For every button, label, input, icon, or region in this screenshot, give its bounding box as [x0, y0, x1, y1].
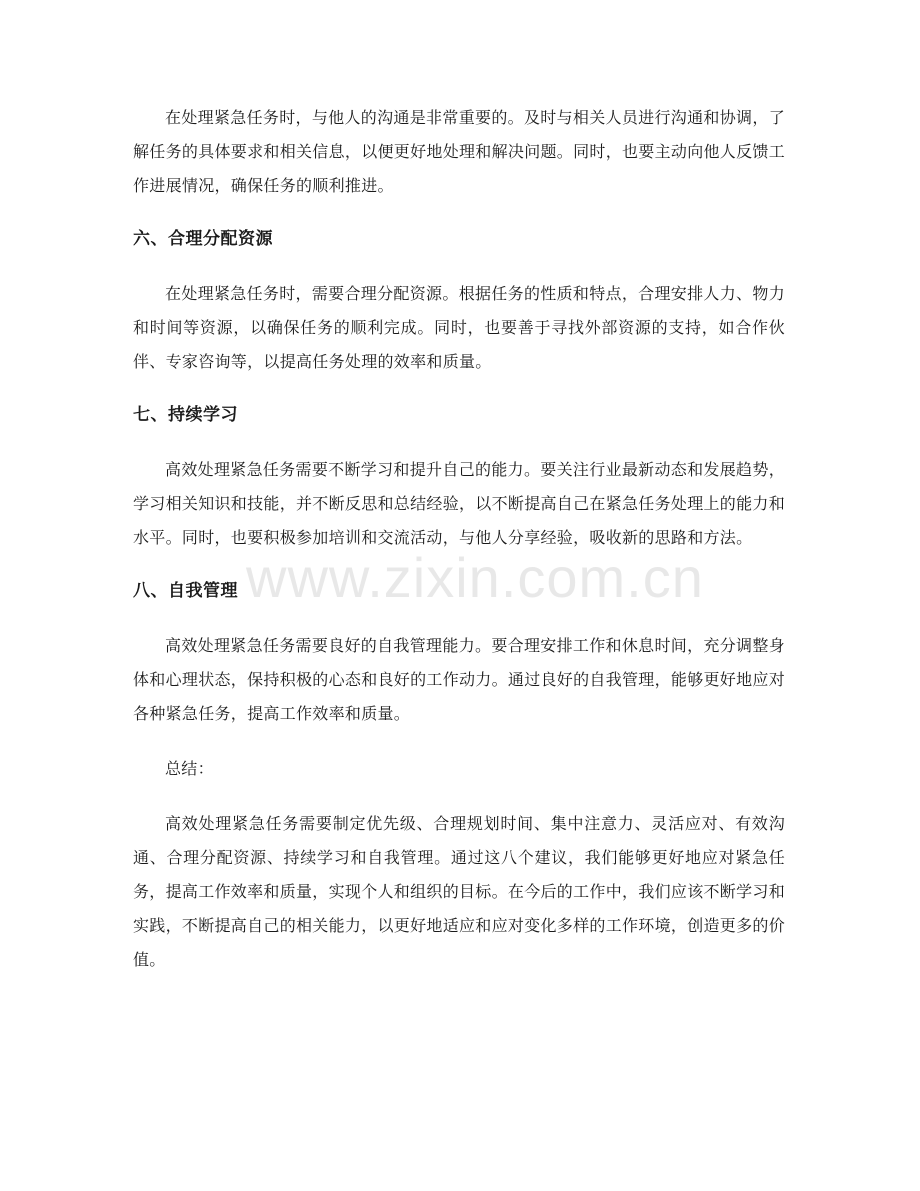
paragraph-resources: 在处理紧急任务时，需要合理分配资源。根据任务的性质和特点，合理安排人力、物力和时间等资源，以确保任务的顺利完成。同时，也要善于寻找外部资源的支持，如合作伙伴、专家咨询等，以提高任务处理的效率和质量。 [133, 284, 785, 371]
paragraph-communication: 在处理紧急任务时，与他人的沟通是非常重要的。及时与相关人员进行沟通和协调，了解任务的具体要求和相关信息，以便更好地处理和解决问题。同时，也要主动向他人反馈工作进展情况，确保任务的顺利推进。 [133, 108, 786, 195]
paragraph-summary: 高效处理紧急任务需要制定优先级、合理规划时间、集中注意力、灵活应对、有效沟通、合理分配资源、持续学习和自我管理。通过这八个建议，我们能够更好地应对紧急任务，提高工作效率和质量，实现个人和组织的目标。在今后的工作中，我们应该不断学习和实践，不断提高自己的相关能力，以更好地适应和应对变化多样的工作环境，创造更多的价值。 [133, 814, 786, 969]
summary-label: 总结： [165, 759, 214, 778]
watermark: www.zixin.com.cn [246, 546, 704, 609]
section-heading-self-management: 八、自我管理 [133, 581, 238, 601]
paragraph-self-management: 高效处理紧急任务需要良好的自我管理能力。要合理安排工作和休息时间，充分调整身体和心理状态，保持积极的心态和良好的工作动力。通过良好的自我管理，能够更好地应对各种紧急任务，提高工作效率和质量。 [133, 636, 786, 723]
section-heading-resources: 六、合理分配资源 [133, 229, 273, 249]
document-body [133, 101, 785, 998]
section-heading-learning: 七、持续学习 [133, 405, 238, 425]
paragraph-learning: 高效处理紧急任务需要不断学习和提升自己的能力。要关注行业最新动态和发展趋势，学习相关知识和技能，并不断反思和总结经验，以不断提高自己在紧急任务处理上的能力和水平。同时，也要积极参加培训和交流活动，与他人分享经验，吸收新的思路和方法。 [133, 460, 786, 547]
